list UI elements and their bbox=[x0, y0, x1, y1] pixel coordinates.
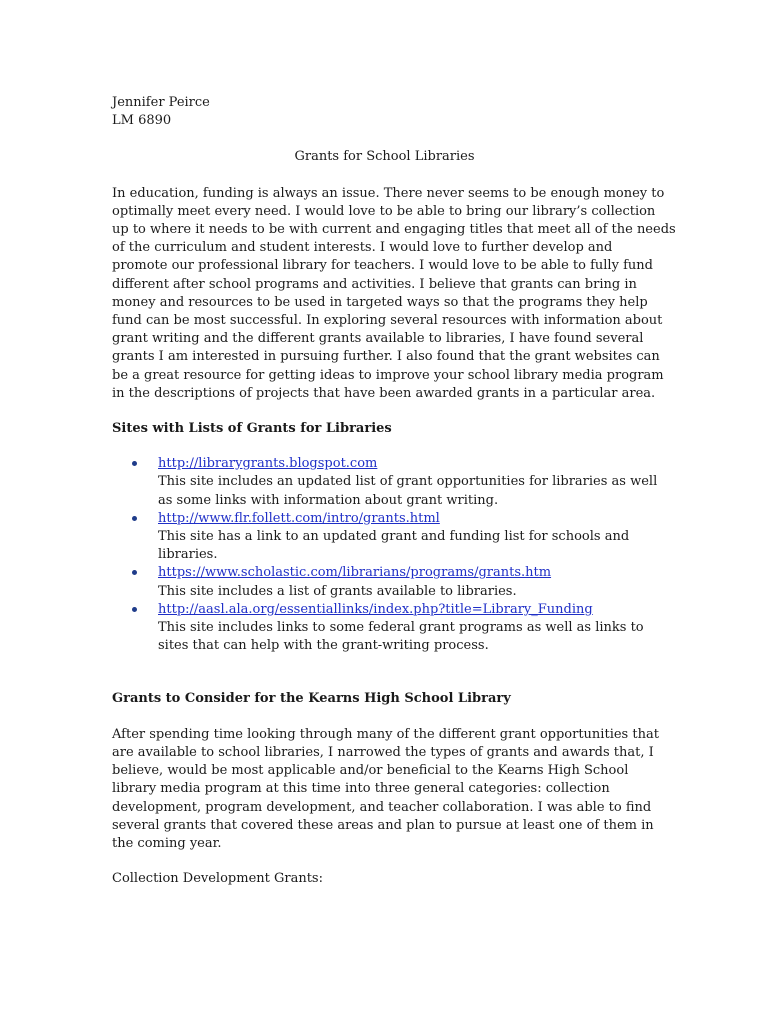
list-item bbox=[112, 510, 657, 565]
kearns-heading: Grants to Consider for the Kearns High School Library bbox=[112, 691, 511, 707]
list-item bbox=[112, 564, 657, 600]
site-description: This site includes an updated list of grant opportunities for libraries as well bbox=[158, 474, 658, 490]
list-item bbox=[112, 455, 657, 510]
site-description: This site includes links to some federal grant programs as well as links to bbox=[158, 620, 644, 636]
intro-line: of the curriculum and student interests. I would love to further develop and bbox=[112, 240, 613, 256]
site-description: sites that can help with the grant-writing process. bbox=[158, 638, 489, 654]
intro-line: grants I am interested in pursuing further. I also found that the grant websites can bbox=[112, 349, 660, 365]
intro-line: up to where it needs to be with current and engaging titles that meet all of the needs bbox=[112, 222, 676, 238]
site-link-aasl[interactable]: http://aasl.ala.org/essentiallinks/index.php?title=Library_Funding bbox=[158, 601, 593, 617]
site-link-scholastic[interactable]: https://www.scholastic.com/librarians/programs/grants.htm bbox=[158, 565, 552, 581]
site-description: libraries. bbox=[158, 547, 218, 563]
kearns-line: believe, would be most applicable and/or beneficial to the Kearns High School bbox=[112, 763, 629, 779]
intro-paragraph bbox=[112, 185, 676, 403]
author-name: Jennifer Peirce bbox=[112, 95, 210, 110]
list-item bbox=[112, 601, 657, 656]
site-link-follett[interactable]: http://www.flr.follett.com/intro/grants.html bbox=[158, 510, 440, 526]
bullet-icon bbox=[132, 570, 137, 575]
sites-heading: Sites with Lists of Grants for Libraries bbox=[112, 421, 392, 437]
kearns-line: several grants that covered these areas and plan to pursue at least one of them in bbox=[112, 817, 654, 833]
bullet-icon bbox=[132, 607, 137, 612]
site-description: as some links with information about grant writing. bbox=[158, 492, 499, 508]
intro-line: promote our professional library for teachers. I would love to be able to fully fund bbox=[112, 258, 653, 274]
site-description: This site includes a list of grants available to libraries. bbox=[158, 583, 517, 599]
intro-line: optimally meet every need. I would love to be able to bring our library’s collection bbox=[112, 203, 656, 219]
intro-line: In education, funding is always an issue. There never seems to be enough money to bbox=[112, 185, 665, 201]
intro-line: different after school programs and activities. I believe that grants can bring in bbox=[112, 276, 637, 292]
kearns-line: After spending time looking through many of the different grant opportunities that bbox=[112, 726, 659, 742]
kearns-line: library media program at this time into three general categories: collection bbox=[112, 781, 610, 797]
document-page bbox=[112, 94, 676, 888]
kearns-line: development, program development, and teacher collaboration. I was able to find bbox=[112, 799, 652, 815]
intro-line: grant writing and the different grants available to libraries, I have found several bbox=[112, 331, 644, 347]
sites-list bbox=[112, 455, 657, 655]
course-code: LM 6890 bbox=[112, 113, 172, 129]
document-title: Grants for School Libraries bbox=[294, 149, 475, 165]
kearns-line: the coming year. bbox=[112, 835, 222, 851]
intro-line: fund can be most successful. In exploring several resources with information about bbox=[112, 313, 663, 329]
kearns-paragraph bbox=[112, 726, 657, 853]
intro-line: be a great resource for getting ideas to improve your school library media program bbox=[112, 367, 664, 383]
intro-line: in the descriptions of projects that have been awarded grants in a particular area. bbox=[112, 385, 656, 401]
kearns-line: are available to school libraries, I narrowed the types of grants and awards that, I bbox=[112, 744, 654, 760]
collection-heading: Collection Development Grants: bbox=[112, 871, 323, 887]
site-link-librarygrants[interactable]: http://librarygrants.blogspot.com bbox=[158, 456, 378, 472]
bullet-icon bbox=[132, 461, 137, 466]
site-description: This site has a link to an updated grant and funding list for schools and bbox=[158, 529, 630, 545]
bullet-icon bbox=[132, 516, 137, 521]
intro-line: money and resources to be used in targeted ways so that the programs they help bbox=[112, 294, 648, 310]
